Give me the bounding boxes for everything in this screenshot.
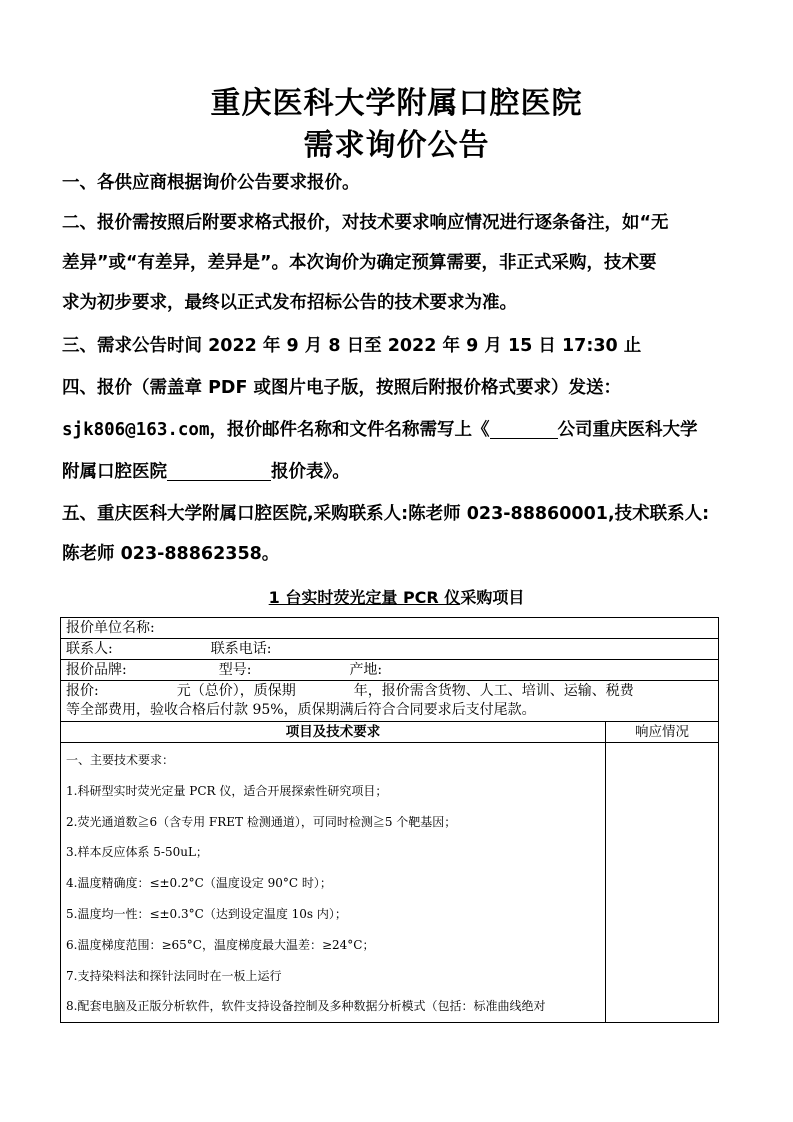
- bidder-row: [61, 618, 719, 639]
- requirement-item: 2.荧光通道数≧6（含专用 FRET 检测通道），可同时检测≧5 个靶基因；: [66, 814, 457, 829]
- requirement-item: 5.温度均一性：≤±0.3°C（达到设定温度 10s 内）；: [66, 906, 347, 921]
- requirement-item: 4.温度精确度：≤±0.2°C（温度设定 90°C 时）；: [66, 876, 332, 891]
- price-terms-text: 年，报价需含货物、人工、培训、运输、税费: [353, 683, 634, 699]
- contact-email-link[interactable]: sjk806@163.com: [62, 420, 210, 440]
- requirement-item: 6.温度梯度范围：≥65°C，温度梯度最大温差：≥24°C；: [66, 937, 375, 952]
- price-terms-line-2: 等全部费用，验收合格后付款 95%，质保期满后符合合同要求后支付尾款。: [66, 702, 536, 718]
- contact-label: 联系人:: [66, 641, 113, 657]
- model-label: 型号:: [218, 662, 252, 678]
- notice-item-3: 三、需求公告时间 2022 年 9 月 8 日至 2022 年 9 月 15 日 17:30 止: [62, 336, 642, 356]
- notice-item-2-line-3: 求为初步要求，最终以正式发布招标公告的技术要求为准。: [62, 293, 517, 313]
- notice-item-4-line-3: [62, 452, 730, 492]
- quote-form-text: 报价表》。: [271, 462, 350, 482]
- requirement-item: 7.支持染料法和探针法同时在一板上运行: [66, 968, 282, 983]
- quote-table: [60, 617, 719, 1023]
- contact-field[interactable]: [61, 639, 719, 660]
- price-label: 报价:: [66, 683, 99, 699]
- bidder-name-field[interactable]: 报价单位名称:: [61, 618, 719, 639]
- notice-item-2-line-1: 二、报价需按照后附要求格式报价，对技术要求响应情况进行逐条备注，如“无: [62, 213, 669, 233]
- requirement-item: 3.样本反应体系 5-50uL；: [66, 845, 208, 860]
- requirements-cell: [61, 743, 606, 1023]
- requirements-row: [61, 743, 719, 1023]
- notice-item-5-line-1: 五、重庆医科大学附属口腔医院,采购联系人:陈老师 023-88860001,技术联系人:: [62, 504, 710, 524]
- table-title-suffix: 采购项目: [460, 588, 525, 607]
- page-subtitle: 需求询价公告: [303, 128, 490, 163]
- notice-item-4-line-1: 四、报价（需盖章 PDF 或图片电子版，按照后附报价格式要求）发送：: [62, 378, 621, 398]
- header-items: 项目及技术要求: [61, 722, 606, 743]
- header-response: 响应情况: [606, 722, 719, 743]
- response-cell[interactable]: [606, 743, 719, 1023]
- requirement-heading: 一、主要技术要求：: [66, 753, 175, 767]
- table-title: [0, 585, 793, 608]
- notice-item-1: 一、各供应商根据询价公告要求报价。: [62, 173, 360, 193]
- origin-label: 产地:: [349, 662, 383, 678]
- table-header-row: [61, 722, 719, 743]
- requirement-item: 8.配套电脑及正版分析软件，软件支持设备控制及多种数据分析模式（包括：标准曲线绝对: [66, 999, 546, 1014]
- price-unit-text: 元（总价），质保期: [176, 683, 296, 699]
- equipment-name: 1 台实时荧光定量 PCR 仪: [268, 588, 461, 607]
- notice-item-5-line-2: 陈老师 023-88862358。: [62, 544, 280, 564]
- company-name-blank: [490, 418, 558, 439]
- item-name-blank: [167, 460, 271, 481]
- brand-field[interactable]: [61, 660, 719, 681]
- price-field[interactable]: [61, 681, 719, 722]
- notice-item-4-line-2: [62, 410, 730, 450]
- page-title: 重庆医科大学附属口腔医院: [210, 86, 583, 121]
- price-row: [61, 681, 719, 722]
- requirement-item: 1.科研型实时荧光定量 PCR 仪，适合开展探索性研究项目；: [66, 783, 388, 798]
- notice-item-4-text-tail: 公司重庆医科大学: [557, 420, 698, 440]
- contact-row: [61, 639, 719, 660]
- phone-label: 联系电话:: [210, 641, 272, 657]
- brand-label: 报价品牌:: [66, 662, 127, 678]
- brand-row: [61, 660, 719, 681]
- notice-item-2-line-2: 差异”或“有差异，差异是”。本次询价为确定预算需要，非正式采购，技术要: [62, 253, 657, 273]
- hospital-name-text: 附属口腔医院: [62, 462, 167, 482]
- notice-item-4-text: ，报价邮件名称和文件名称需写上《: [209, 420, 490, 440]
